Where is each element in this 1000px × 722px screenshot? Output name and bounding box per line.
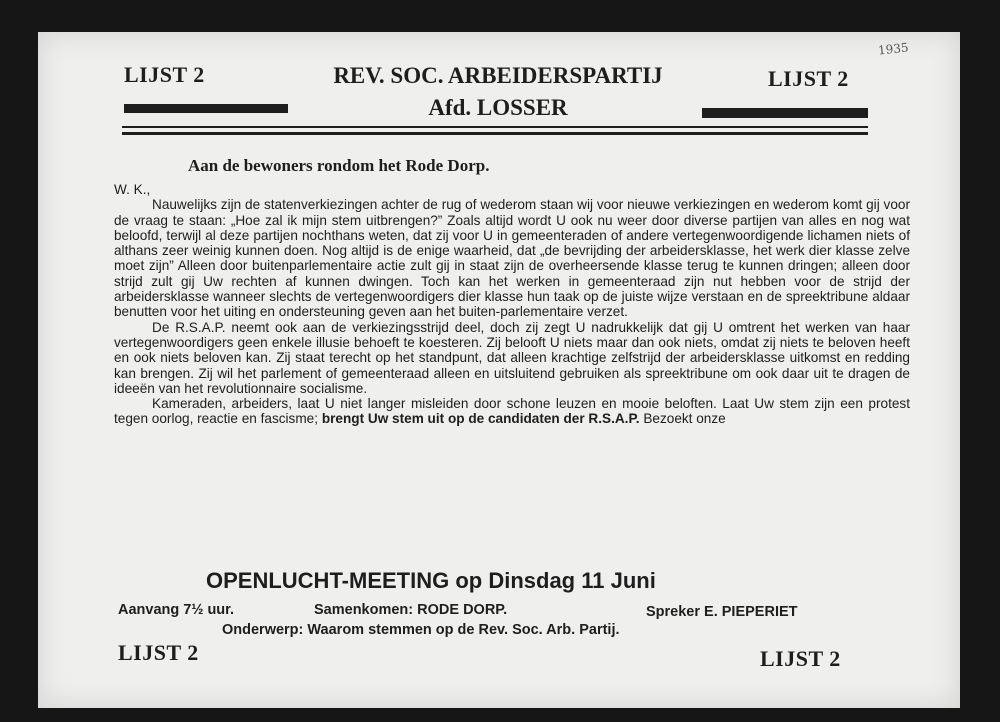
header-rule-bottom	[122, 132, 868, 135]
list-number-left: LIJST 2	[124, 62, 205, 87]
meeting-location: Samenkomen: RODE DORP.	[314, 602, 508, 618]
paragraph-3-bold: brengt Uw stem uit op de candidaten der R.S.A.P.	[321, 411, 640, 427]
address-title: Aan de bewoners rondom het Rode Dorp.	[188, 156, 490, 175]
paragraph-3-start: Kameraden, arbeiders, laat U niet langer misleiden door schone leuzen en mooie beloften. Laat Uw stem zijn een protest tegen oorlog, reactie en fascisme;	[114, 396, 910, 427]
header-bar-right	[702, 108, 868, 118]
pamphlet-page	[38, 32, 960, 708]
header-title	[278, 60, 718, 124]
body-text	[114, 182, 910, 427]
party-name: REV. SOC. ARBEIDERSPARTIJ	[333, 63, 663, 88]
paragraph-1: Nauwelijks zijn de statenverkiezingen achter de rug of wederom staan wij voor nieuwe verkiezingen en wederom komt gij voor de vraag te staan: „Hoe zal ik mijn stem uitbrengen?” Zoals altijd wordt U ook nu weer door diverse partijen van alles en nog wat beloofd, terwijl al deze partijen nochthans weten, dat zij voor U in gemeenteraden of andere vertegenwoordigende lichamen niets of althans zeer weinig kunnen doen. Nog altijd is de enige waarheid, dat „de bevrijding der arbeidersklasse, het werk dier klasse zelve moet zijn” Alleen door buitenparlementaire actie zult gij in staat zijn de overheersende klasse terug te kunnen dringen; alleen door strijd zult gij Uw rechten af kunnen dwingen. Toch kan het werken in gemeenteraad zijn nut hebben voor de strijd der arbeidersklasse wanneer slechts de vertegenwoordigers dier klasse hun taak op de juiste wijze verstaan en de spreektribune aldaar benutten voor het uiting en ondersteuning geven aan het buiten-parlementaire verzet.	[114, 197, 910, 320]
header-rule-top	[122, 126, 868, 128]
paragraph-3-end: Bezoekt onze	[643, 411, 726, 427]
meeting-speaker: Spreker E. PIEPERIET	[646, 604, 798, 620]
meeting-title: OPENLUCHT-MEETING op Dinsdag 11 Juni	[206, 568, 656, 593]
meeting-subject: Onderwerp: Waarom stemmen op de Rev. Soc. Arb. Partij.	[222, 622, 620, 638]
list-number-right: LIJST 2	[768, 66, 849, 91]
footer-list-left: LIJST 2	[118, 640, 199, 665]
salutation: W. K.,	[114, 182, 151, 197]
paragraph-2: De R.S.A.P. neemt ook aan de verkiezingsstrijd deel, doch zij zegt U nadrukkelijk dat gij U omtrent het werken van haar vertegenwoordigers geen enkele illusie behoeft te koesteren. Zij belooft U niets maar dan ook niets, omdat zij niets te beloven heeft en ook niets beloven kan. Zij staat terecht op het standpunt, dat alleen krachtige zelfstrijd der arbeidersklasse uitkomst en redding kan brengen. Zij wil het parlement of gemeenteraad alleen en uitsluitend gebruiken als spreektribune om ook daar uit te dragen de ideeën van het revolutionnaire socialisme.	[114, 319, 910, 396]
pencil-annotation: 1935	[877, 40, 910, 58]
footer-list-right: LIJST 2	[760, 646, 841, 671]
meeting-start-time: Aanvang 7½ uur.	[118, 602, 235, 618]
department-name: Afd. LOSSER	[428, 95, 568, 120]
paragraph-3	[114, 396, 910, 427]
header-bar-left	[124, 104, 288, 113]
